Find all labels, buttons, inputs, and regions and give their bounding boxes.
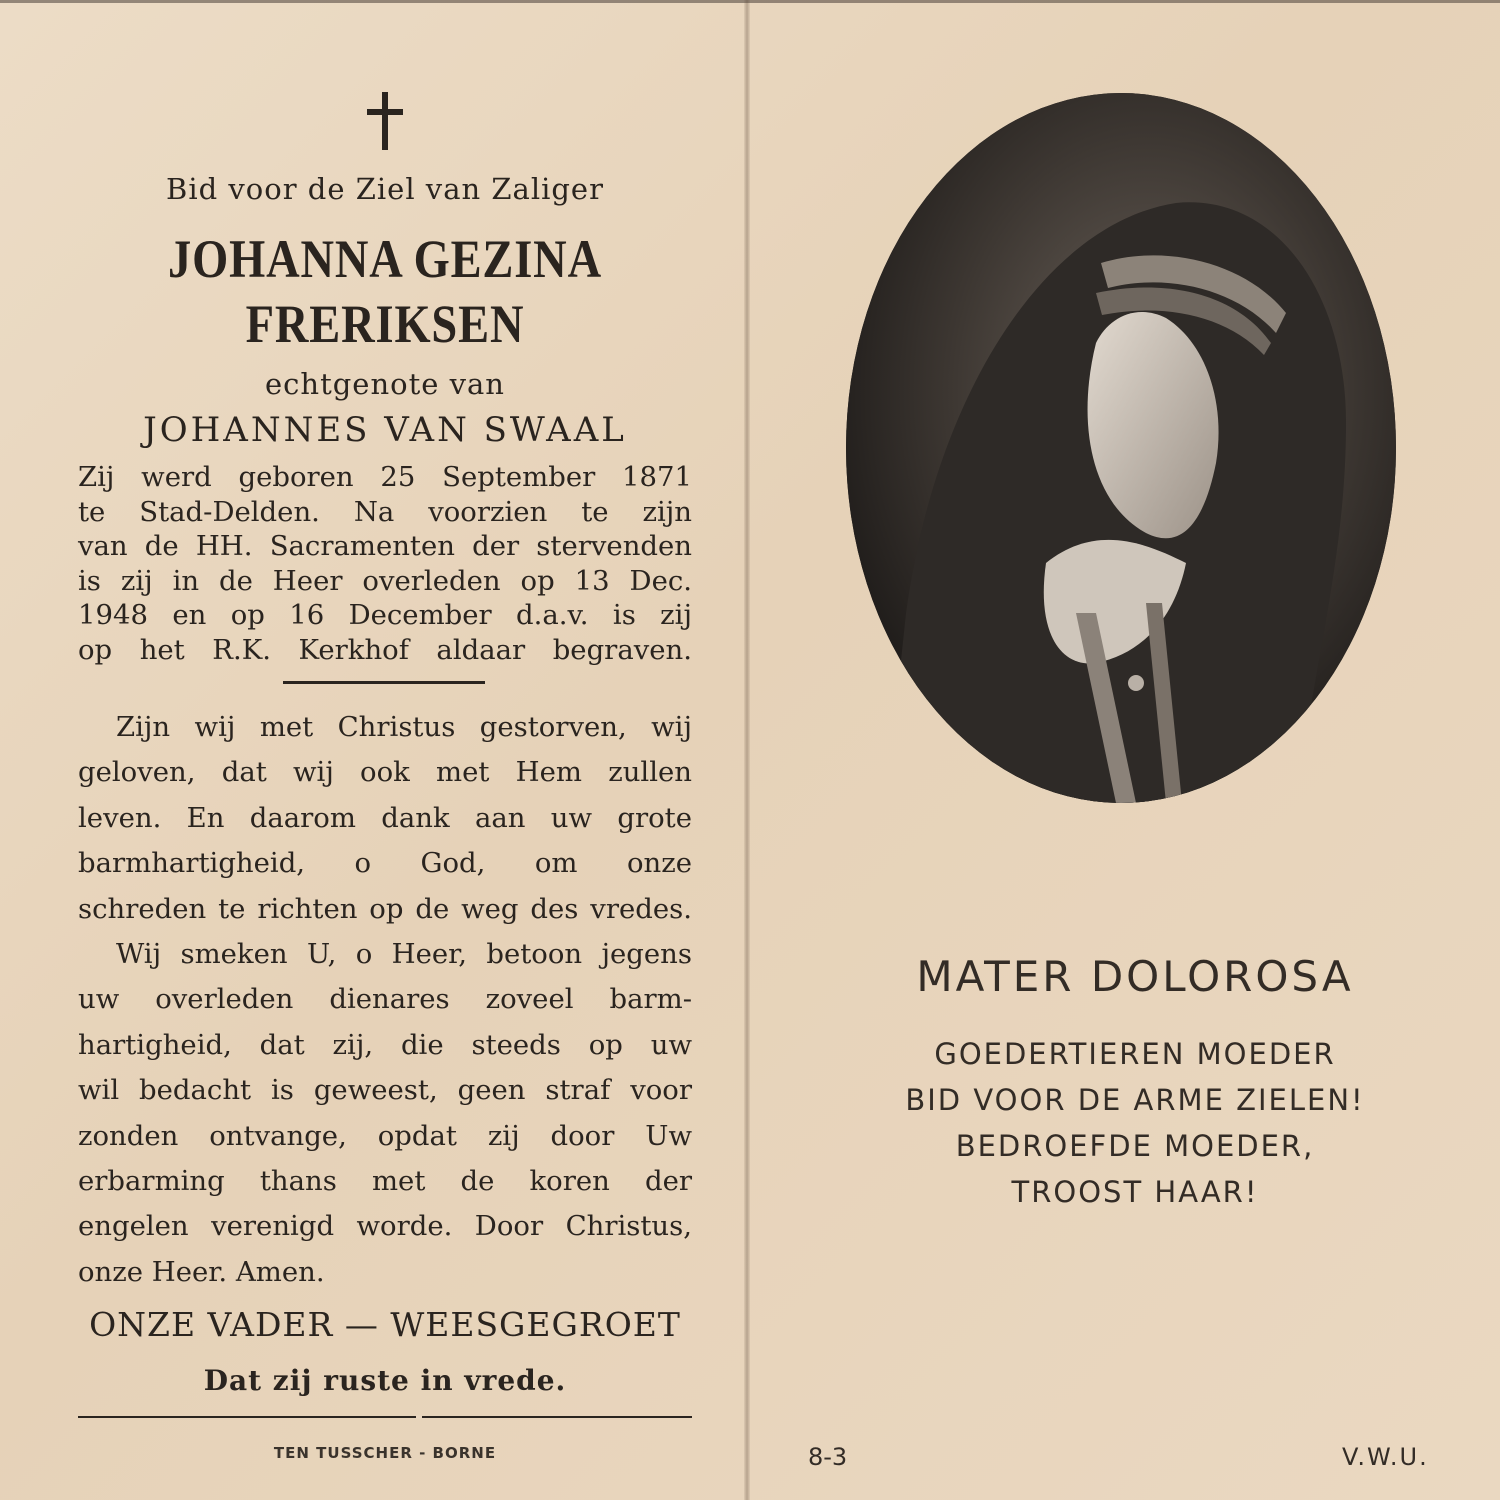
prayer-line: leven. En daarom dank aan uw grote [78,801,692,834]
prayer-line: onze Heer. Amen. [78,1255,325,1288]
deceased-name-line1: JOHANNA GEZINA [168,229,602,289]
prayer-line: zonden ontvange, opdat zij door Uw [78,1119,692,1152]
prayer-line: Wij smeken U, o Heer, betoon jegens [116,938,692,971]
invocation-line: GOEDERTIEREN MOEDER [934,1037,1336,1071]
prayer-line: uw overleden dienares zoveel barm- [78,983,692,1016]
bio-line: op het R.K. Kerkhof aldaar begraven. [78,633,692,666]
intro-text: Bid voor de Ziel van Zaliger [166,172,604,206]
divider [283,681,485,684]
prayer-line: barmhartigheid, o God, om onze [78,847,692,880]
prayer-line: Zijn wij met Christus gestorven, wij [116,711,692,743]
mater-dolorosa-portrait [846,93,1396,803]
bio-line: 1948 en op 16 December d.a.v. is zij [78,599,692,631]
biography [78,460,692,667]
left-panel [0,0,744,1500]
card-code-right: V.W.U. [1342,1443,1429,1471]
bio-line: is zij in de Heer overleden op 13 Dec. [78,564,692,597]
prayer-line: hartigheid, dat zij, die steeds op uw [78,1028,692,1061]
prayer-line: erbarming thans met de koren der [78,1165,692,1198]
image-title: MATER DOLOROSA [916,952,1354,1001]
bio-line: van de HH. Sacramenten der stervenden [78,530,692,562]
closing-prayers: ONZE VADER — WEESGEGROET [89,1305,681,1344]
bio-line: Zij werd geboren 25 September 1871 [78,461,692,493]
rest-in-peace: Dat zij ruste in vrede. [203,1364,567,1397]
card-code-left: 8-3 [808,1443,848,1471]
invocation-line: BEDROEFDE MOEDER, [955,1129,1315,1163]
bio-line: te Stad-Delden. Na voorzien te zijn [78,495,692,528]
deceased-name-line2: FRERIKSEN [245,294,525,354]
prayer-line: wil bedacht is geweest, geen straf voor [78,1074,692,1107]
prayer-line: schreden te richten op de weg des vredes. [78,892,692,925]
right-panel [750,0,1500,1500]
prayer-line: engelen verenigd worde. Door Christus, [78,1210,692,1243]
prayer-line: geloven, dat wij ook met Hem zullen [78,756,692,789]
printer-credit: TEN TUSSCHER - BORNE [273,1444,497,1462]
invocation-line: BID VOOR DE ARME ZIELEN! [905,1083,1365,1117]
invocation-line: TROOST HAAR! [1011,1175,1259,1209]
prayer-text [78,705,692,1295]
footer-rule [78,1416,692,1418]
spouse-name: JOHANNES VAN SWAAL [143,410,627,450]
spouse-prefix: echtgenote van [265,367,505,401]
